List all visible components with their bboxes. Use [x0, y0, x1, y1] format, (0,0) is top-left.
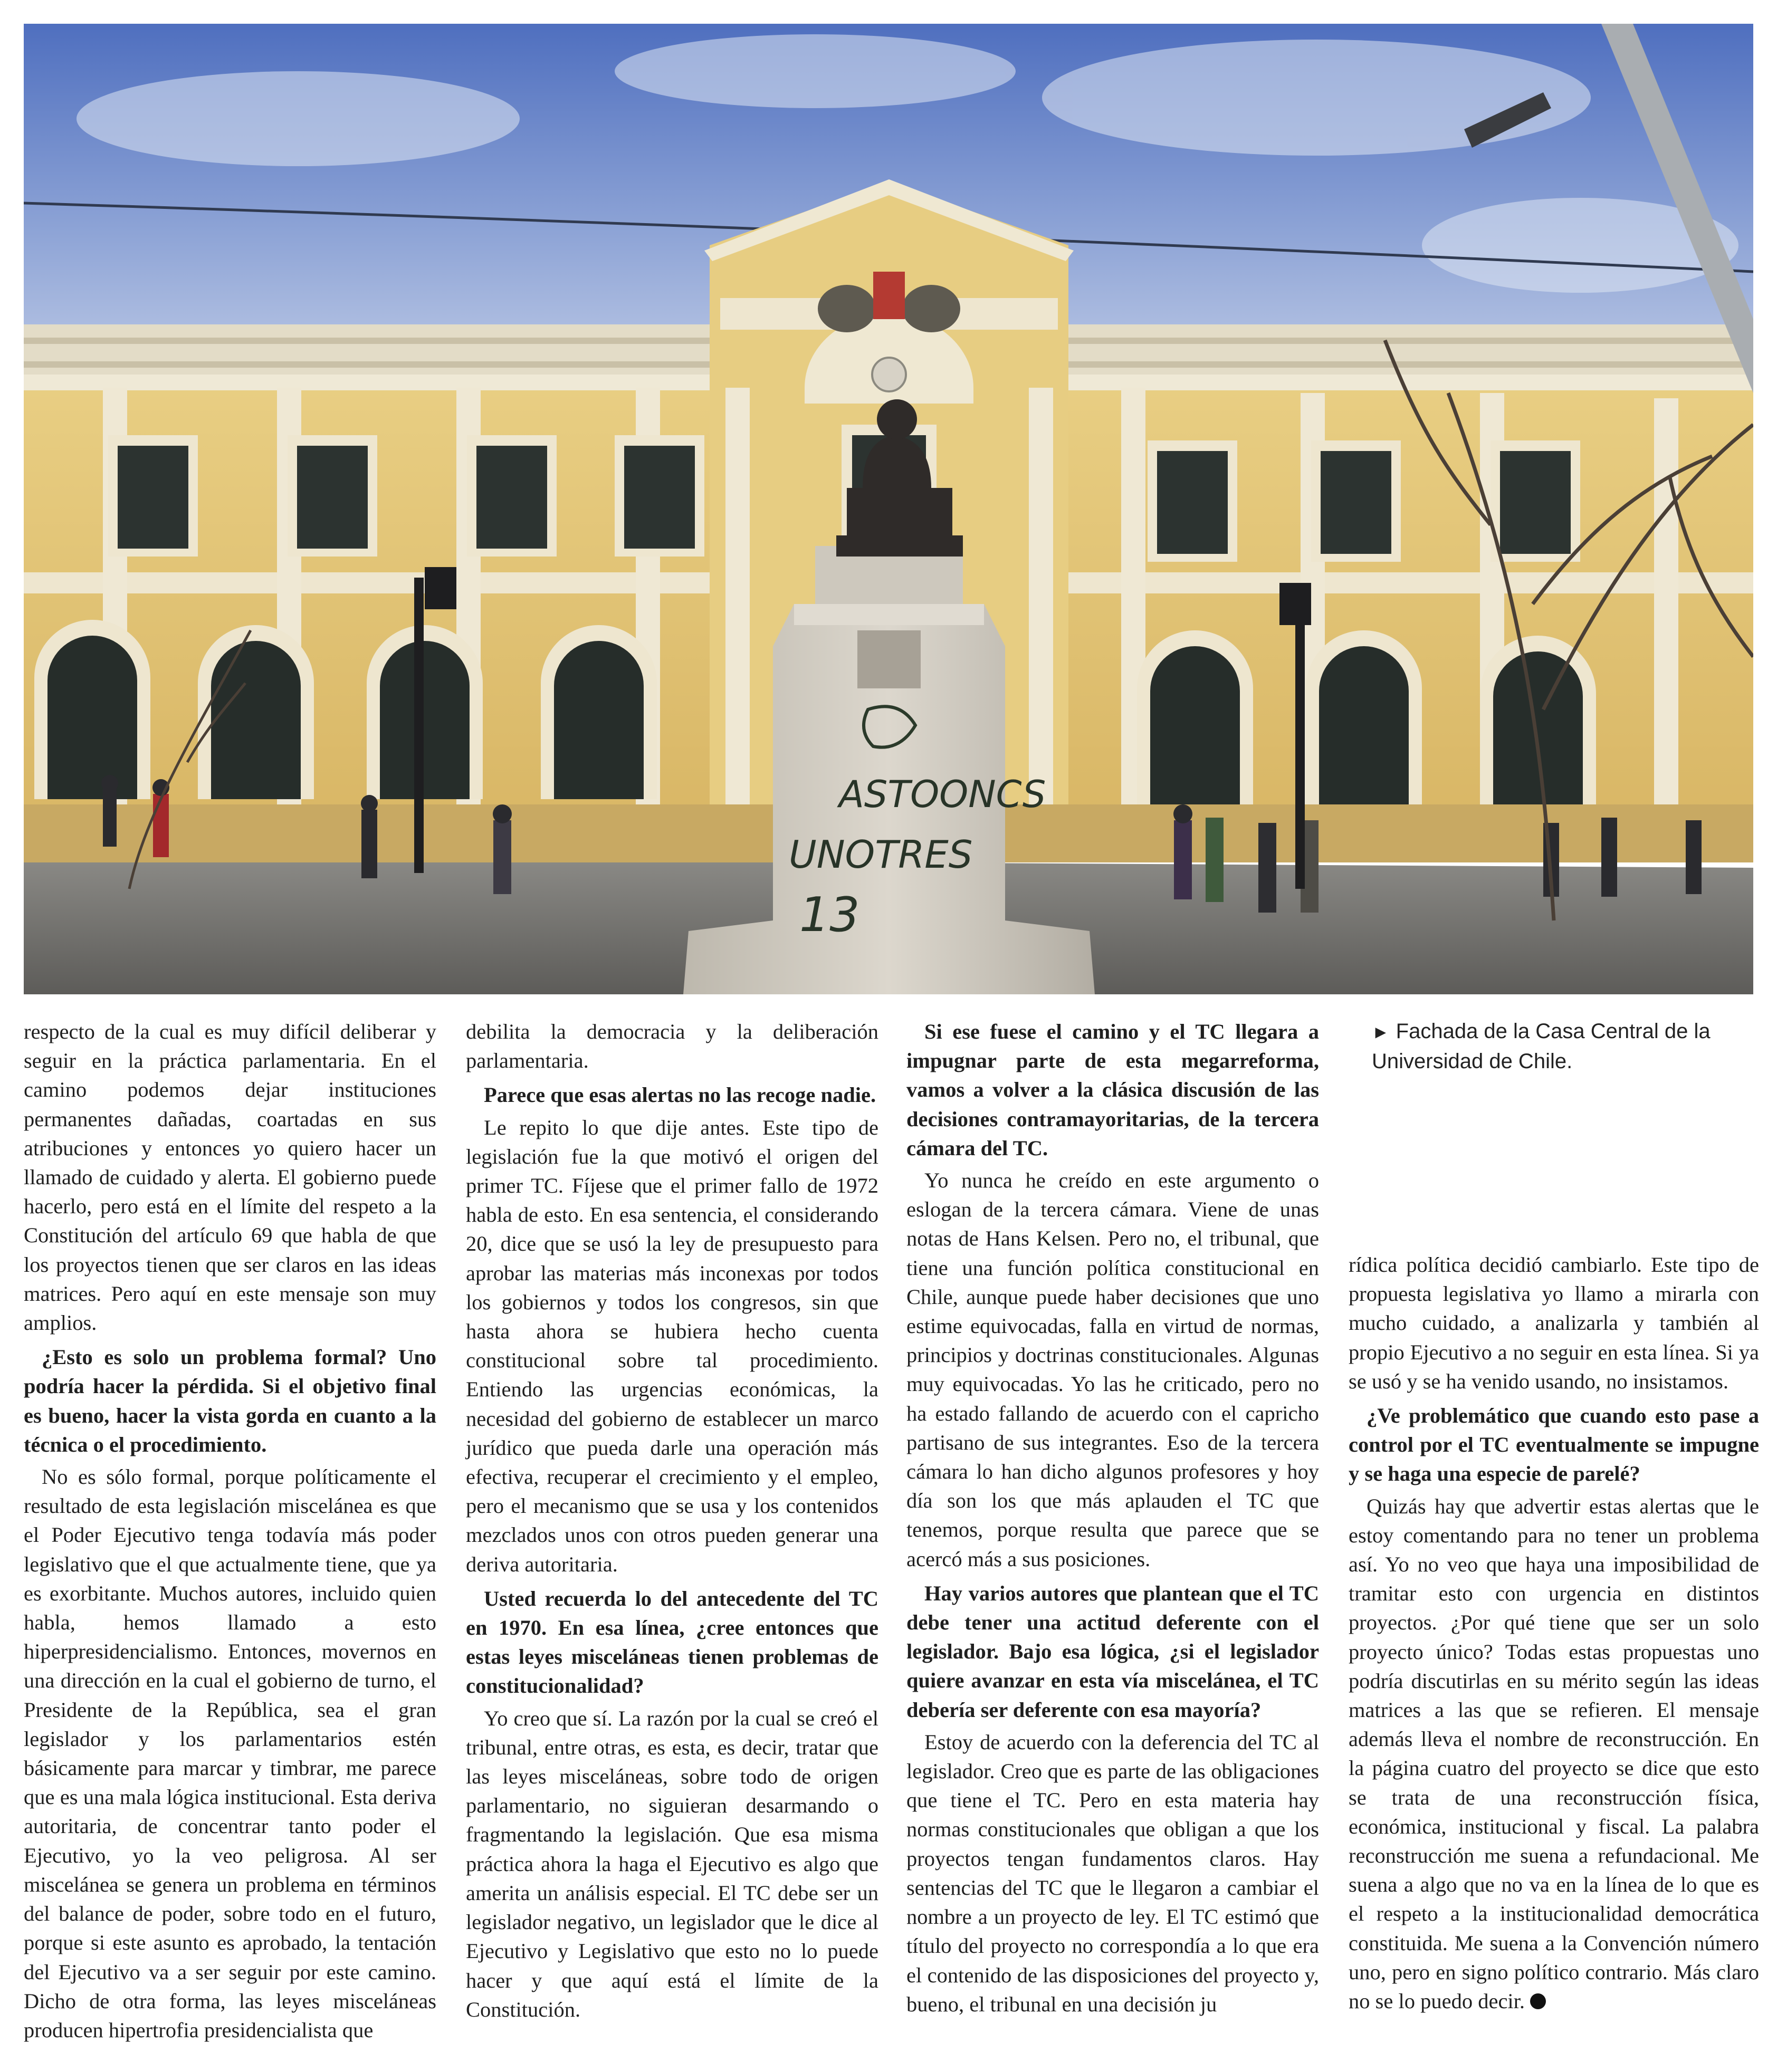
col4-question-1: ¿Ve problemático que cuando esto pase a control por el TC eventualmente se impugne y se haga una especie de parelé? [1349, 1404, 1759, 1486]
caption-arrow-icon: ► [1372, 1022, 1390, 1042]
column-2 [466, 1017, 878, 2024]
photo-caption [1372, 1017, 1757, 1076]
graffiti-1: ASTOONCS [839, 773, 1046, 816]
col1-answer-1: No es sólo formal, porque políticamente el resultado de esta legislación miscelánea es que el Poder Ejecutivo tenga todavía más poder legislativo que el que actualmente tiene, que ya es exorbitante. Muchos autores, incluido quien habla, hemos llamado a esto hiperpresidencialismo. Entonces, movernos en una dirección en la cual el gobierno de turno, el Presidente de la República, sea el gran legislador y los parlamentarios estén básicamente para marcar y timbrar, me parece que es una mala lógica institucional. Esta deriva autoritaria, de concentrar tanto poder el Ejecutivo, yo la veo peligrosa. Al ser miscelánea se genera un problema en términos del balance de poder, sobre todo en el futuro, porque si este asunto es aprobado, la tentación del Ejecutivo va a ser seguir por este camino. Dicho de otra forma, las leyes misceláneas producen hipertrofia presidencialista que [24, 1465, 436, 2042]
col1-paragraph-1: respecto de la cual es muy difícil deliberar y seguir en la práctica parlamentaria. En el camino podemos dejar instituciones permanentes dañadas, coartadas en sus atribuciones y entonces yo quiero hacer un llamado de cuidado y alerta. El gobierno puede hacerlo, pero está en el límite del respeto a la Constitución del artículo 69 que habla de que los proyectos tienen que ser claros en las ideas matrices. Pero aquí en este mensaje son muy amplios. [24, 1020, 436, 1335]
graffiti-2: UNOTRES [789, 832, 973, 877]
col3-answer-1: Yo nunca he creído en este argumento o eslogan de la tercera cámara. Viene de unas notas de Hans Kelsen. Pero no, el tribunal, que tiene una función política constitucional en Chile, aunque puede haber decisiones que uno estime equivocadas, falla en virtud de normas, principios y doctrinas constitucionales. Algunas muy equivocadas. Yo las he criticado, pero no ha estado fallando de acuerdo con el capricho partisano de sus integrantes. Eso de la tercera cámara lo han dicho algunos profesores y hoy día son los que más aplauden el TC que tenemos, porque resulta que parece que se acercó más a sus posiciones. [906, 1168, 1319, 1571]
col4-answer-1 [1349, 1492, 1759, 2016]
column-3 [906, 1017, 1319, 2019]
graffiti-3: 13 [799, 887, 860, 943]
column-4 [1349, 1250, 1759, 2016]
col2-answer-1: Le repito lo que dije antes. Este tipo de legislación fue la que motivó el origen del primer TC. Fíjese que el primer fallo de 1972 habla de esto. En esa sentencia, el considerando 20, dice que se usó la ley de presupuesto para aprobar las materias más inconexas por todos los gobiernos y todos los congresos, sin que hasta ahora se hubiera hecho cuenta constitucional sobre tal procedimiento. Entiendo las urgencias económicas, la necesidad del gobierno de establecer un marco jurídico que pueda darle una operación más efectiva, recuperar el crecimiento y el empleo, pero el mecanismo que se usa y los contenidos mezclados unos con otros pueden generar una deriva autoritaria. [466, 1115, 878, 1576]
photo-illustration [24, 24, 1753, 994]
col2-answer-2: Yo creo que sí. La razón por la cual se creó el tribunal, entre otras, es esta, es decir, tratar que las leyes misceláneas, sobre todo de origen parlamentario, no siguieran desarmando o fragmentando la legislación. Que esa misma práctica ahora la haga el Ejecutivo es algo que amerita un análisis especial. El TC debe ser un legislador negativo, un legislador que le dice al Ejecutivo y Legislativo que esto no lo puede hacer y que aquí está el límite de la Constitución. [466, 1706, 878, 2021]
col4-paragraph-1: rídica política decidió cambiarlo. Este tipo de propuesta legislativa yo llamo a mirarla con mucho cuidado, a analizarla y también al propio Ejecutivo a no seguir en esta línea. Si ya se usó y se ha venido usando, no insistamos. [1349, 1253, 1759, 1393]
caption-text: Fachada de la Casa Central de la Universidad de Chile. [1372, 1020, 1711, 1073]
col2-question-1: Parece que esas alertas no las recoge nadie. [484, 1083, 876, 1107]
end-of-article-icon [1530, 1993, 1546, 2009]
col2-question-2: Usted recuerda lo del antecedente del TC en 1970. En esa línea, ¿cree entonces que estas leyes misceláneas tienen problemas de constitucionalidad? [466, 1586, 878, 1698]
col3-question-1: Si ese fuese el camino y el TC llegara a impugnar parte de esta megarreforma, vamos a volver a la clásica discusión de las decisiones contramayoritarias, de la tercera cámara del TC. [906, 1020, 1319, 1160]
col3-answer-2: Estoy de acuerdo con la deferencia del TC al legislador. Creo que es parte de las obligaciones que tiene el TC. Pero en esta materia hay normas constitucionales que obligan a que los proyectos tengan fundamentos claros. Hay sentencias del TC que le llegaron a cambiar el nombre a un proyecto de ley. El TC estimó que título del proyecto no correspondía a lo que era el contenido de las disposiciones del proyecto y, bueno, el tribunal en una decisión ju [906, 1730, 1319, 2016]
photo-casa-central [24, 24, 1753, 994]
col1-question-1: ¿Esto es solo un problema formal? Uno podría hacer la pérdida. Si el objetivo final es bueno, hacer la vista gorda en cuanto a la técnica o el procedimiento. [24, 1345, 436, 1456]
col4-answer-text: Quizás hay que advertir estas alertas que le estoy comentando para no tener un problema así. Yo no veo que haya una imposibilidad de tramitar esto con urgencia en distintos proyectos. ¿Por qué tiene que ser un solo proyecto único? Todas estas propuestas uno podría discutirlas en su mérito según las ideas matrices a las que se refieren. El mensaje además lleva el nombre de reconstrucción. En la página cuatro del proyecto se dice que esto se trata de una reconstrucción física, económica, institucional y fiscal. La palabra reconstrucción me suena a refundacional. Me suena a algo que no va en la línea de lo que es el respeto a la institucionalidad democrática constituida. Me suena a la Convención número uno, pero en signo político contrario. Más claro no se lo puedo decir. [1349, 1494, 1759, 2013]
col3-question-2: Hay varios autores que plantean que el TC debe tener una actitud deferente con el legislador. Bajo esa lógica, ¿si el legislador quiere avanzar en esta vía miscelánea, el TC debería ser deferente con esa mayoría? [906, 1581, 1319, 1722]
column-1 [24, 1017, 436, 2045]
col2-paragraph-1: debilita la democracia y la deliberación parlamentaria. [466, 1020, 878, 1073]
